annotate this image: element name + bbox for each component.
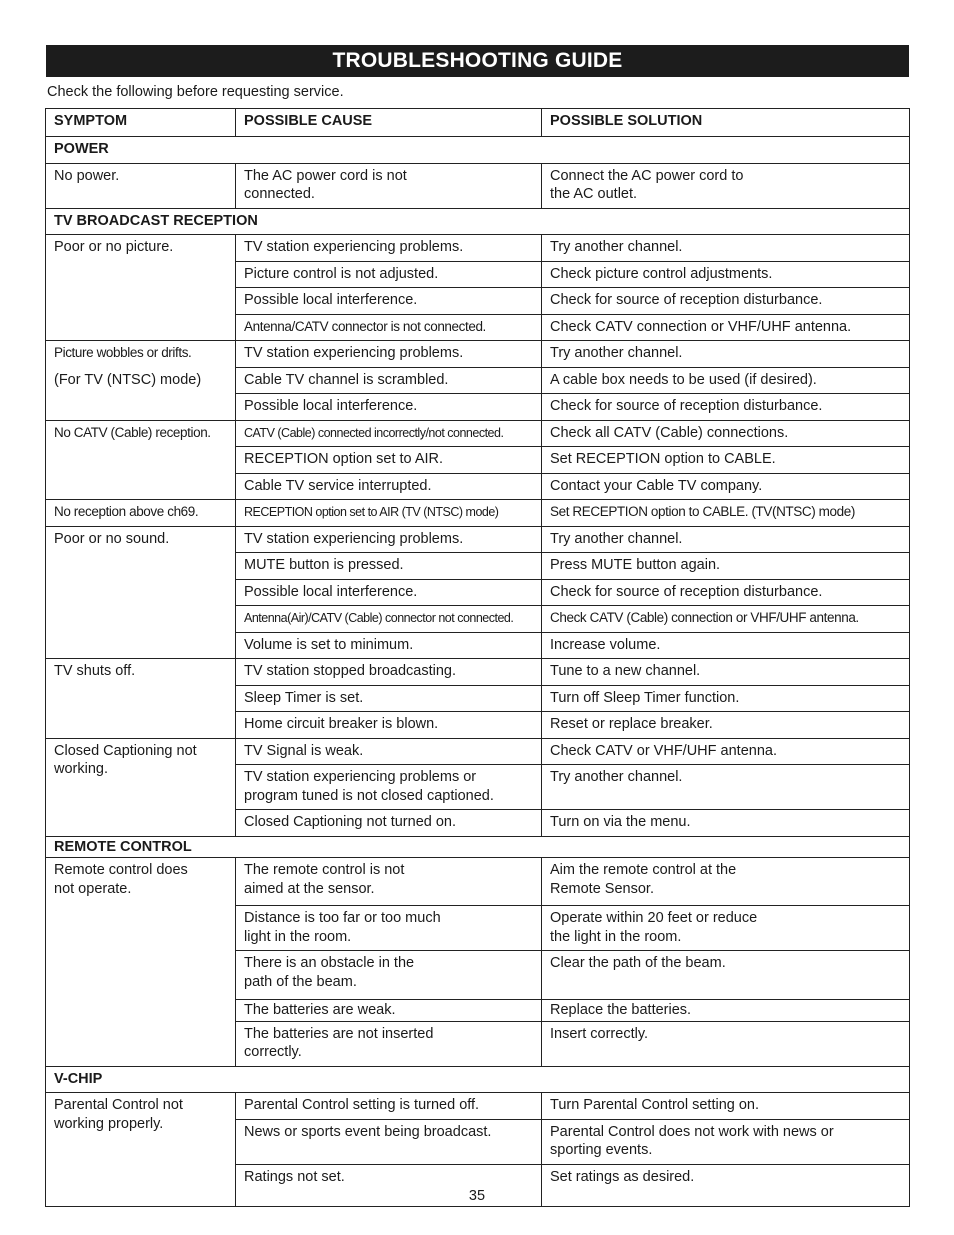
solution-cell: Parental Control does not work with news or sporting events. xyxy=(542,1119,910,1164)
cause-cell: TV Signal is weak. xyxy=(236,738,542,765)
solution-cell: Check CATV or VHF/UHF antenna. xyxy=(542,738,910,765)
symptom-text: Picture wobbles or drifts. xyxy=(54,345,192,360)
section-row-power xyxy=(46,137,910,164)
solution-cell: Check picture control adjustments. xyxy=(542,261,910,288)
solution-cell: Check CATV connection or VHF/UHF antenna. xyxy=(542,314,910,341)
solution-cell: Check all CATV (Cable) connections. xyxy=(542,420,910,447)
symptom-cell: No reception above ch69. xyxy=(46,500,236,527)
table-row xyxy=(46,738,910,765)
solution-cell: Press MUTE button again. xyxy=(542,553,910,580)
cause-cell: Picture control is not adjusted. xyxy=(236,261,542,288)
solution-cell: Replace the batteries. xyxy=(542,1000,910,1022)
header-symptom: SYMPTOM xyxy=(46,109,236,137)
cause-cell: Cable TV channel is scrambled. xyxy=(236,367,542,394)
solution-cell: Check CATV (Cable) connection or VHF/UHF antenna. xyxy=(542,606,910,633)
header-solution: POSSIBLE SOLUTION xyxy=(542,109,910,137)
solution-cell: Turn on via the menu. xyxy=(542,810,910,837)
solution-cell: A cable box needs to be used (if desired). xyxy=(542,367,910,394)
section-title: POWER xyxy=(46,137,910,164)
symptom-cell: Closed Captioning not working. xyxy=(46,738,236,836)
solution-cell: Try another channel. xyxy=(542,526,910,553)
symptom-cell: No CATV (Cable) reception. xyxy=(46,420,236,500)
solution-cell: Contact your Cable TV company. xyxy=(542,473,910,500)
table-row xyxy=(46,420,910,447)
solution-cell: Set ratings as desired. xyxy=(542,1164,910,1206)
solution-cell: Check for source of reception disturbance. xyxy=(542,394,910,421)
cause-cell: TV station experiencing problems. xyxy=(236,526,542,553)
section-title: V-CHIP xyxy=(46,1066,910,1093)
section-row-v-chip xyxy=(46,1066,910,1093)
symptom-cell: No power. xyxy=(46,163,236,208)
cause-cell: The remote control is not aimed at the sensor. xyxy=(236,858,542,906)
section-row-remote-control xyxy=(46,836,910,858)
solution-cell: Check for source of reception disturbance. xyxy=(542,288,910,315)
table-row xyxy=(46,163,910,208)
troubleshooting-table xyxy=(45,108,910,1207)
solution-cell: Turn off Sleep Timer function. xyxy=(542,685,910,712)
section-title: REMOTE CONTROL xyxy=(46,836,910,858)
solution-cell: Clear the path of the beam. xyxy=(542,951,910,1000)
solution-cell: Increase volume. xyxy=(542,632,910,659)
table-row xyxy=(46,341,910,368)
cause-cell: Possible local interference. xyxy=(236,288,542,315)
solution-cell: Try another channel. xyxy=(542,765,910,810)
solution-cell: Set RECEPTION option to CABLE. xyxy=(542,447,910,474)
solution-cell: Insert correctly. xyxy=(542,1021,910,1066)
symptom-cell: Remote control does not operate. xyxy=(46,858,236,1067)
cause-cell: RECEPTION option set to AIR (TV (NTSC) mode) xyxy=(236,500,542,527)
table-header-row xyxy=(46,109,910,137)
cause-cell: The AC power cord is not connected. xyxy=(236,163,542,208)
solution-cell: Set RECEPTION option to CABLE. (TV(NTSC) mode) xyxy=(542,500,910,527)
intro-text: Check the following before requesting service. xyxy=(47,84,344,100)
cause-cell: Parental Control setting is turned off. xyxy=(236,1093,542,1120)
solution-cell: Check for source of reception disturbance. xyxy=(542,579,910,606)
solution-cell: Try another channel. xyxy=(542,235,910,262)
solution-cell: Connect the AC power cord to the AC outlet. xyxy=(542,163,910,208)
table-row xyxy=(46,659,910,686)
cause-cell: Ratings not set. xyxy=(236,1164,542,1206)
cause-cell: The batteries are weak. xyxy=(236,1000,542,1022)
table-row xyxy=(46,526,910,553)
table-row xyxy=(46,1093,910,1120)
cause-cell: TV station experiencing problems. xyxy=(236,341,542,368)
cause-cell: TV station stopped broadcasting. xyxy=(236,659,542,686)
cause-cell: RECEPTION option set to AIR. xyxy=(236,447,542,474)
symptom-subtext: (For TV (NTSC) mode) xyxy=(54,371,202,388)
solution-cell: Turn Parental Control setting on. xyxy=(542,1093,910,1120)
page-title: TROUBLESHOOTING GUIDE xyxy=(46,45,909,77)
section-title: TV BROADCAST RECEPTION xyxy=(46,208,910,235)
cause-cell: Distance is too far or too much light in the room. xyxy=(236,906,542,951)
cause-cell: Home circuit breaker is blown. xyxy=(236,712,542,739)
cause-cell: Closed Captioning not turned on. xyxy=(236,810,542,837)
cause-cell: CATV (Cable) connected incorrectly/not connected. xyxy=(236,420,542,447)
symptom-cell: Poor or no sound. xyxy=(46,526,236,659)
solution-cell: Operate within 20 feet or reduce the light in the room. xyxy=(542,906,910,951)
solution-cell: Reset or replace breaker. xyxy=(542,712,910,739)
header-cause: POSSIBLE CAUSE xyxy=(236,109,542,137)
cause-cell: Antenna(Air)/CATV (Cable) connector not connected. xyxy=(236,606,542,633)
solution-cell: Tune to a new channel. xyxy=(542,659,910,686)
cause-cell: Sleep Timer is set. xyxy=(236,685,542,712)
cause-cell: TV station experiencing problems or program tuned is not closed captioned. xyxy=(236,765,542,810)
solution-cell: Try another channel. xyxy=(542,341,910,368)
solution-cell: Aim the remote control at the Remote Sensor. xyxy=(542,858,910,906)
cause-cell: Possible local interference. xyxy=(236,394,542,421)
cause-cell: MUTE button is pressed. xyxy=(236,553,542,580)
cause-cell: News or sports event being broadcast. xyxy=(236,1119,542,1164)
cause-cell: Cable TV service interrupted. xyxy=(236,473,542,500)
table-row xyxy=(46,500,910,527)
table-row xyxy=(46,858,910,906)
table-row xyxy=(46,235,910,262)
cause-cell: The batteries are not inserted correctly. xyxy=(236,1021,542,1066)
section-row-tv-broadcast xyxy=(46,208,910,235)
cause-cell: Possible local interference. xyxy=(236,579,542,606)
symptom-cell: TV shuts off. xyxy=(46,659,236,739)
cause-cell: Volume is set to minimum. xyxy=(236,632,542,659)
symptom-cell xyxy=(46,341,236,421)
symptom-cell: Parental Control not working properly. xyxy=(46,1093,236,1207)
symptom-cell: Poor or no picture. xyxy=(46,235,236,341)
page-number: 35 xyxy=(468,1188,486,1204)
cause-cell: Antenna/CATV connector is not connected. xyxy=(236,314,542,341)
cause-cell: There is an obstacle in the path of the beam. xyxy=(236,951,542,1000)
cause-cell: TV station experiencing problems. xyxy=(236,235,542,262)
